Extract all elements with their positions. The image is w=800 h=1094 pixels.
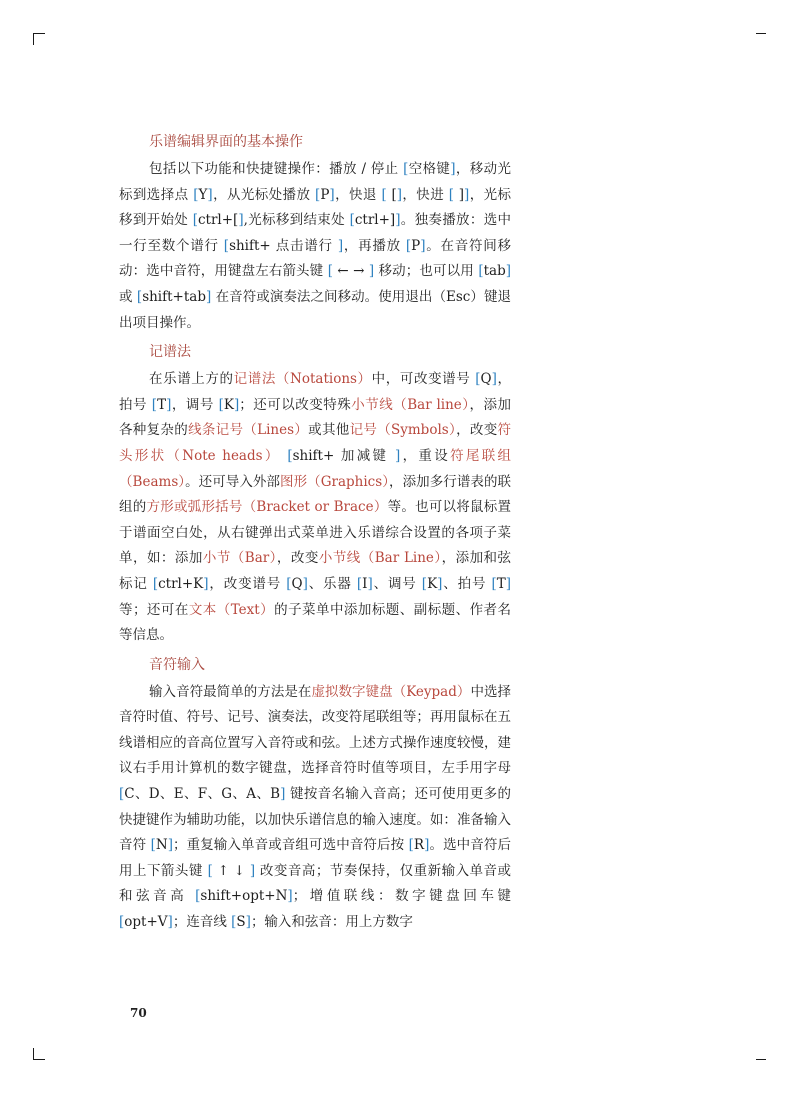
key-bracket: ]	[203, 575, 209, 592]
key-bracket: ]	[167, 914, 173, 931]
key-bracket: [	[195, 888, 201, 905]
key-bracket: ]	[394, 447, 401, 464]
text-run: ，添加和弦标记	[119, 550, 512, 592]
text-run: opt+V	[124, 914, 168, 931]
text-run: R	[413, 837, 425, 854]
text-run: 或其他	[308, 422, 350, 439]
term-highlight: 符尾联组（Beams）	[119, 447, 512, 490]
key-bracket: ]	[491, 371, 497, 388]
text-run: Q	[480, 371, 492, 388]
text-run: ctrl+]	[354, 212, 396, 229]
key-bracket: [	[119, 786, 125, 803]
key-bracket: ]	[249, 862, 256, 879]
key-bracket: [	[356, 575, 363, 592]
key-bracket: [	[150, 837, 156, 854]
key-bracket: ]	[166, 396, 172, 413]
term-highlight: 记谱法（Notations）	[233, 371, 372, 388]
term-highlight: 小节线（Bar Line）	[318, 550, 442, 567]
key-bracket: [	[231, 914, 237, 931]
text-run: tab	[483, 263, 506, 280]
term-highlight: 图形（Graphics）	[280, 473, 390, 490]
key-bracket: [	[207, 862, 213, 879]
key-bracket: [	[491, 575, 497, 592]
text-run: ；输入和弦音：用上方数字	[250, 914, 413, 931]
text-run: 或	[119, 288, 137, 305]
key-bracket: [	[349, 212, 355, 229]
text-run: T	[496, 575, 506, 592]
text-run: ，重设	[400, 447, 451, 464]
section-paragraph	[119, 367, 511, 649]
key-bracket: [	[475, 371, 481, 388]
key-bracket: [	[192, 212, 198, 229]
text-run: 在乐谱上方的	[149, 371, 234, 388]
text-run: 空格键	[408, 161, 451, 177]
key-bracket: ]	[420, 237, 426, 254]
text-run: 输入音符最简单的方法是在	[149, 683, 312, 700]
key-bracket: ]	[337, 237, 344, 254]
text-run: 包括以下功能和快捷键操作：播放 / 停止	[149, 161, 404, 177]
term-highlight: 记号（Symbols）	[349, 422, 457, 439]
term-highlight: 符头形状（Note heads）	[119, 422, 512, 464]
text-run: ，从光标处播放	[212, 186, 316, 203]
key-bracket: [	[448, 186, 455, 203]
section-basic-operations	[119, 131, 511, 336]
text-run: ，改变	[276, 550, 319, 567]
term-highlight: 小节（Bar）	[202, 550, 277, 567]
text-run: C、D、E、F、G、A、B	[124, 786, 281, 803]
key-bracket: ]	[245, 914, 251, 931]
text-run: ；连音线	[172, 914, 232, 931]
text-run: ，再播放	[343, 237, 406, 254]
key-bracket: [	[287, 447, 293, 464]
text-run: ,光标移到结束处	[243, 212, 350, 229]
key-bracket: [	[421, 575, 428, 592]
text-run: I	[362, 575, 368, 592]
key-bracket: ]	[167, 837, 173, 854]
key-bracket: ]	[238, 212, 244, 229]
key-bracket: [	[478, 263, 484, 280]
text-run: 等；还可在	[119, 601, 189, 618]
text-run: Q	[291, 575, 303, 592]
section-paragraph	[119, 157, 511, 336]
key-bracket: ]	[280, 786, 286, 803]
key-bracket: ]	[505, 263, 511, 280]
text-run: 。独奏播放：选中一行至数个谱行	[119, 212, 512, 254]
text-run: T	[157, 396, 167, 413]
text-run: P	[320, 186, 330, 203]
text-run: 改变音高；节奏保持，仅重新输入单音或和弦音高	[119, 862, 512, 905]
key-bracket: ]	[424, 837, 430, 854]
key-bracket: ]	[437, 575, 443, 592]
text-run: 、乐器	[307, 575, 357, 592]
text-run: ]	[454, 186, 465, 203]
term-highlight: 线条记号（Lines）	[188, 422, 309, 439]
text-run: [	[386, 186, 397, 203]
text-run: ↑ ↓	[212, 862, 250, 879]
text-run: ；增值联线：数字键盘回车键	[292, 888, 512, 905]
text-run: ，改变	[456, 422, 498, 439]
key-bracket: ]	[302, 575, 308, 592]
key-bracket: [	[136, 288, 143, 305]
section-paragraph	[119, 680, 511, 936]
text-run: shift+tab	[142, 288, 206, 305]
term-highlight: 小节线（Bar line）	[351, 396, 470, 413]
text-run: shift+opt+N	[200, 888, 288, 905]
text-run: ，改变谱号	[208, 575, 287, 592]
section-note-input	[119, 654, 511, 936]
text-run: S	[236, 914, 246, 931]
key-bracket: ]	[450, 161, 456, 177]
section-notations	[119, 341, 511, 649]
text-run: ；重复输入单音或音组可选中音符后按	[172, 837, 409, 854]
term-highlight: 文本（Text）	[188, 601, 275, 618]
page-body	[119, 131, 511, 941]
key-bracket: [	[223, 237, 230, 254]
key-bracket: ]	[234, 396, 240, 413]
key-bracket: ]	[396, 186, 403, 203]
key-bracket: ]	[287, 888, 293, 905]
key-bracket: ]	[505, 575, 512, 592]
key-bracket: [	[286, 575, 292, 592]
text-run: Y	[198, 186, 208, 203]
text-run: 键按音名输入音高；还可使用更多的快捷键作为辅助功能，以加快乐谱信息的输入速度。如：准备输入音符	[119, 786, 511, 854]
key-bracket: [	[403, 161, 409, 177]
text-run: 中，可改变谱号	[371, 371, 476, 388]
text-run: K	[223, 396, 235, 413]
key-bracket: [	[408, 837, 414, 854]
key-bracket: [	[151, 396, 158, 413]
key-bracket: ]	[207, 186, 213, 203]
crop-mark-top-right-h	[756, 33, 766, 34]
section-heading: 音符输入	[149, 656, 205, 673]
crop-mark-bottom-right-h	[756, 1059, 766, 1060]
section-heading: 记谱法	[149, 344, 191, 361]
text-run: 的子菜单中添加标题、副标题、作者名等信息。	[119, 601, 512, 644]
key-bracket: [	[218, 396, 224, 413]
text-run: ；还可以改变特殊	[239, 396, 352, 413]
text-run: ctrl+K	[158, 575, 204, 592]
text-run: 、拍号	[442, 575, 492, 592]
text-run: ，移动光标到选择点	[119, 161, 512, 203]
text-run: 等。也可以将鼠标置于谱面空白处，从右键弹出式菜单进入乐谱综合设置的各项子菜单，如：添加	[119, 499, 512, 567]
text-run: 在音符或演奏法之间移动。使用退出（Esc）键退出项目操作。	[119, 288, 511, 331]
key-bracket: ]	[395, 212, 401, 229]
crop-mark-top-left-h	[33, 33, 45, 34]
text-run: N	[155, 837, 168, 854]
key-bracket: ]	[464, 186, 470, 203]
key-bracket: [	[193, 186, 199, 203]
text-run: ← →	[333, 263, 369, 280]
key-bracket: ]	[329, 186, 335, 203]
text-run: ，拍号	[119, 371, 512, 413]
text-run: ，调号	[171, 396, 219, 413]
text-run: ，快退	[334, 186, 382, 203]
key-bracket: [	[152, 575, 159, 592]
text-run: 。在音符间移动：选中音符，用键盘左右箭头键	[119, 237, 512, 280]
crop-mark-bottom-left-h	[33, 1059, 45, 1060]
key-bracket: ]	[367, 575, 373, 592]
text-run: 。选中音符后用上下箭头键	[119, 837, 511, 879]
page-number: 70	[130, 1006, 147, 1020]
crop-mark-top-left-v	[33, 33, 34, 45]
term-highlight: 方形或弧形括号（Bracket or Brace）	[146, 499, 388, 516]
text-run: ，快进	[402, 186, 449, 203]
text-run: shift+ 点击谱行	[229, 237, 338, 254]
text-run: 、调号	[372, 575, 422, 592]
section-heading: 乐谱编辑界面的基本操作	[149, 134, 303, 150]
text-run: P	[411, 237, 421, 254]
text-run: ，添加多行谱表的联组的	[119, 473, 512, 516]
term-highlight: 虚拟数字键盘（Keypad）	[311, 683, 471, 700]
key-bracket: [	[327, 263, 333, 280]
key-bracket: ]	[368, 263, 375, 280]
key-bracket: [	[315, 186, 321, 203]
text-run: ，添加各种复杂的	[119, 396, 512, 439]
text-run: K	[427, 575, 438, 592]
key-bracket: [	[119, 914, 125, 931]
key-bracket: [	[405, 237, 412, 254]
key-bracket: [	[381, 186, 387, 203]
key-bracket: ]	[205, 288, 212, 305]
text-run: 中选择音符时值、符号、记号、演奏法，改变符尾联组等；再用鼠标在五线谱相应的音高位置写入音符或和弦。上述方式操作速度较慢，建议右手用计算机的数字键盘，选择音符时值等项目，左手用字母	[119, 683, 512, 777]
text-run: shift+ 加减键	[292, 447, 395, 464]
text-run: ，光标移到开始处	[119, 186, 512, 229]
text-run: ctrl+[	[197, 212, 239, 229]
text-run: 移动；也可以用	[374, 263, 479, 280]
text-run: 。还可导入外部	[185, 473, 281, 490]
